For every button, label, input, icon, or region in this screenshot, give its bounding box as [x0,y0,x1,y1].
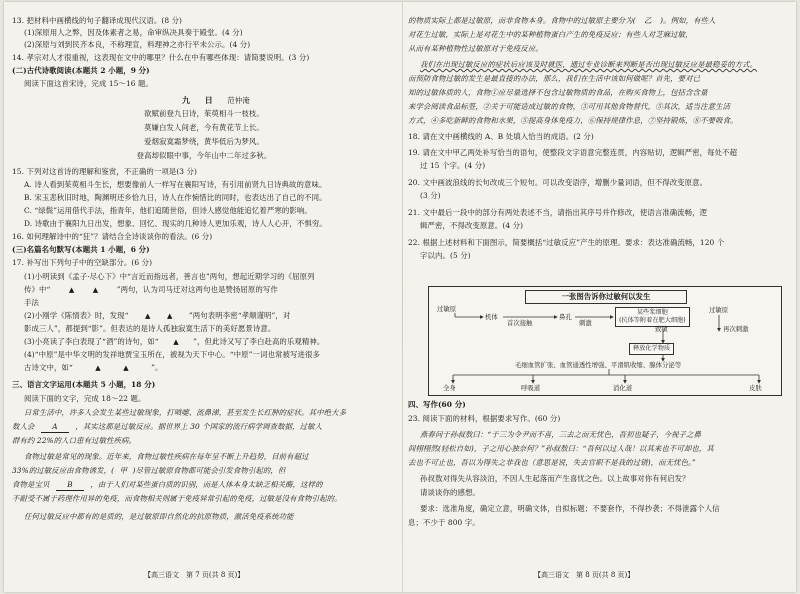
requirements-l2: 息；不少于 800 字。 [408,518,480,527]
passage-p2-l4: 不耐受不属于药理作用异的免疫，而食物相关则属于免疫异常引起的免疫，过敏是没有食物引起的。 [12,494,342,503]
blank-marker-4: ▲ [166,312,173,320]
q17-sub4-b-tail: ”。 [151,363,163,372]
passage-cont-l6: 知的过敏体质的人，食物①应尽量选择不包含过敏物质的食品，在购买食物上，包括含含量 [408,88,708,97]
prompt-l2: 请谈谈你的感想。 [420,488,480,497]
blank-marker-3: ▲ [145,312,151,320]
passage-p2-l5: 任何过敏反应中都有的是质的，是过敏原即自然化的抗原物质，激活免疫系统功能 [24,512,294,521]
node-sensitized: 致敏 [655,325,668,333]
q15-option-b: B. 宋玉悲秋旧时地，陶渊明还乡恰九日，诗人在作惋惜比的同时，也表达出了自己的不同。 [24,193,327,202]
q17-sub1-c: 手法 [24,298,39,307]
passage-p2-l1: 食物过敏是常见的现象。近年来，食物过敏性疾病在每年呈不断上升趋势，目前有超过 [24,452,309,461]
passage-cont-l8: 方式，④多吃新鲜的食物和水果，⑤提高身体免疫力，⑥保持规律作息，⑦坚持锻炼，⑧不要吸食。 [408,116,738,125]
passage-p1-l1: 日常生活中，许多人会发生某些过敏现象，打喷嚏、流鼻涕，甚至发生长红肿的症状。其中绝大多 [24,408,347,417]
flowchart-title: 一张图告诉你过敏何以发生 [525,290,687,304]
q17-sub2-a-wrap [24,311,396,321]
q13-stem: 13. 把材料中画横线的句子翻译成现代汉语。(8 分) [12,16,183,25]
section-dictation: (三)名篇名句默写(本题共 1 小题，6 分) [12,245,150,254]
node-ige-text: (抗体等附着在肥大细胞) [619,317,686,324]
poem-line-4: 登高却似眼中事，今年山中二年过多秋。 [136,151,272,160]
q17-sub2-a-tail: ”两句表明李密“孝顺谨明”，对 [188,311,291,320]
right-column [408,2,788,592]
blank-b: B [56,480,84,491]
node-whole-body: 全身 [443,384,456,392]
node-shoot: 鼻孔 [559,313,572,321]
q17-sub3-wrap [24,337,396,347]
node-again: 再次刺激 [723,325,749,333]
node-body: 机体 [485,313,498,321]
passage-p1-l2-tail: ，其实这都是过敏反应。据世界上 30 个国家的流行病学调查数据，过敏人 [75,422,323,431]
q17-sub4-b-wrap [24,363,396,373]
node-allergen-top: 过敏原 [437,305,457,313]
q23-stem: 23. 阅读下面的材料，根据要求写作。(60 分) [408,414,561,423]
blank-marker-7: ▲ [123,364,129,372]
prompt-l1: 孙叔敖对得失从容淡泊，不因人生起落而产生喜忧之色。以上故事对你有何启发？ [420,474,690,483]
q17-sub3-lead: (3)小亮读了李白表现了“酒”的诗句，如“ [24,337,159,346]
node-plasma-cells [615,307,690,327]
page-footer-right: 【高三语文 第 8 页(共 8 页)】 [534,571,635,579]
q20-stem-a: 20. 文中画波浪线的长句改成三个短句。可以改变语序，增删少量词语，但不得改变原意。 [408,178,708,187]
node-effects: 毛细血管扩张、血管通透性增强、平滑肌收缩、腺体分泌等 [515,361,682,369]
node-first-contact: 首次接触 [507,319,533,327]
poem-author: 范仲淹 [227,96,250,105]
page-footer-left: 【高三语文 第 7 页(共 8 页)】 [144,571,245,579]
node-mid-step: 刺激 [579,319,592,327]
poem-line-3: 爱烟寂寞霜梦绕，黄华低后为梦风。 [144,137,264,146]
blank-marker-2: ▲ [92,286,99,294]
poem-title: 九 日 [182,95,219,105]
passage-p2-l2 [12,466,396,476]
poem-line-2: 莫嫌白发人间老，今有黄花节上长。 [144,123,264,132]
q15-option-c: C. “绿鬓”运用借代手法，指青年，他们追随世俗，但诗人感觉他能追忆着严寒的影响。 [24,206,312,215]
passage-cont-l1 [408,16,788,26]
q18-stem: 18. 请在文中画横线的 A、B 处填入恰当的成语。(2 分) [408,132,594,141]
q22-stem-a: 22. 根据上述材料和下面图示，简要概括“过敏反应”产生的原理。要求：表达准确流畅，120 个 [408,238,725,247]
material-l1: 燕春问于孙叔敖曰：“于三为令尹而不喜，三去之而无忧色，吾初也疑子，今视子之鼻 [420,430,702,439]
poem-line-1: 欲赋前登九日诗，茱萸相斗一枝枝。 [144,109,264,118]
q17-sub1-a: (1)小明读到《孟子·尽心下》中“言近而指远者，善言也”两句，想起近期学习的《屈原列 [24,272,315,281]
left-column [12,2,396,592]
allergy-flowchart [428,286,782,396]
q17-sub2-b: 影成三人”，都提到“影”。但表达的是诗人孤独寂寞生活下的美好愿景诗意。 [24,324,276,333]
q14-stem: 14. 孝宗对人才很重视，这表现在文中的哪里？什么在中有哪些体现：请简要说明。(3 分) [12,53,310,62]
q15-option-d: D. 诗歌由于襄阳九日出发，想象、回忆、现实的几种诗人更加乐观，诗人人心开，不惧穷。 [24,219,327,228]
q15-stem: 15. 下列对这首诗的理解和鉴赏，不正确的一项是(3 分) [12,167,198,176]
blank-marker-1: ▲ [68,286,75,294]
passage-p1-l2-lead: 数人会 [12,422,35,431]
section-language: 三、语言文字运用(本题共 5 小题，18 分) [12,380,156,389]
q15-option-a: A. 诗人看到茱萸相斗生长，想要像前人一样写在襄阳写诗，有引用前贤九日诗典故的意味。 [24,180,327,189]
passage-cont-l5: 而预防食物过敏的发生是最直接的办法，那么，我们在生活中该如何做呢？首先，要对已 [408,74,701,83]
q21-stem-a: 21. 文中最后一段中的部分有两处表述不当，请指出其序号并作修改，使语言准确流畅，逻 [408,208,708,217]
material-l2: 间栩栩然(轻松自如)，子之用心独奈何？”孙叔敖曰：“吾何以过人哉！以其来也不可却也，其 [408,444,714,453]
passage-p1-l2 [12,422,396,433]
node-allergen-right: 过敏原 [709,306,729,314]
node-skin: 皮肤 [749,384,762,392]
q17-sub3-tail: ”，但此诗又写了李白赴高的乐观精神。 [193,337,325,346]
q13-sub1: (1)深原用人之弊，因及体素者之易，命审纵决具奏于殿堂。(4 分) [24,28,243,37]
blank-jia: 甲 [119,466,128,475]
passage-cont-l3: 从而有某种植物性过敏原对于免疫反应。 [408,44,543,53]
passage-p2-l3 [12,480,396,491]
q19-stem-a: 19. 请在文中甲乙两处补写恰当的语句，使整段文字语意完整连贯，内容贴切，逻辑严密，每处不超 [408,148,738,157]
node-release: 释放化学物质 [629,343,674,355]
passage-wavy-sentence: 我们在出现过敏反应的症状后应该及时就医，通过专业诊断来判断是否出现过敏反应是最稳妥的方式。 [420,60,758,69]
q17-sub1-b-lead: 传》中“ [24,285,51,294]
passage-cont-l2: 对花生过敏，实际上是对花生中的某种植物蛋白产生的免疫反应；有些人对芝麻过敏， [408,30,693,39]
q17-stem: 17. 补写出下列句子中的空缺部分。(6 分) [12,258,153,267]
q21-stem-b: 辑严密，不得改变原意。(4 分) [420,221,524,230]
q22-stem-b: 字以内。(5 分) [420,251,471,260]
section-poetry: (二)古代诗歌阅读(本题共 2 小题，9 分) [12,66,150,75]
q20-stem-b: (3 分) [420,191,441,200]
blank-marker-5: ▲ [173,338,179,346]
passage-p1-l3: 群有约 22%的人口患有过敏性疾病。 [12,436,137,445]
poem-title-wrap [182,95,396,106]
exam-sheet [4,2,796,592]
requirements-l1: 要求：选准角度，确定立意，明确文体，自拟标题；不要套作，不得抄袭；不得泄露个人信 [420,504,720,513]
blank-a: A [41,422,69,433]
passage-p2-l2-tail: )尽管过敏原食物都可能会引发食物引起的，但 [132,466,286,475]
node-digestive: 消化道 [613,384,633,392]
q17-sub1-b-tail: ”两句，认为司马迁对这两句也是赞扬屈原的写作 [116,285,278,294]
q17-sub4-a: (4)“中原”是中华文明的发祥地贾宝玉所在，被视为天下中心。“中原”一词也常被写进很多 [24,350,320,359]
passage-cont-l1-lead: 的物质实际上都是过敏原，而非食物本身。食物中的过敏原主要分为( [408,16,636,25]
section-writing: 四、写作(60 分) [408,400,466,409]
q17-sub2-a-lead: (2)小刚学《陈情表》时，发现“ [24,311,129,320]
blank-yi: 乙 [644,16,652,25]
q13-sub2: (2)深原与刘到民齐本良，不称理宣，料理神之亦行平未公示。(4 分) [24,40,251,49]
poetry-instruction: 阅读下面这首宋诗，完成 15～16 题。 [24,79,153,88]
q17-sub1-b-wrap [24,285,396,295]
passage-p2-l3-tail: ，由于人们对某些蛋白质的识别，而是人体本身太缺乏相关酶，这样的 [90,480,323,489]
q19-stem-b: 过 15 个字。(4 分) [420,161,486,170]
blank-marker-6: ▲ [95,364,101,372]
q17-sub4-b-lead: 古诗文中，如“ [24,363,73,372]
q16-stem: 16. 如何理解诗中的“狂”？请结合全诗谈谈你的看法。(6 分) [12,232,213,241]
page-fold [402,2,403,592]
node-plasma-cells-label: 某些浆细胞 [636,309,668,316]
node-respiratory: 呼吸道 [521,384,541,392]
passage-cont-l1-tail: )。例如，有些人 [660,16,716,25]
language-instruction: 阅读下面的文字，完成 18～22 题。 [24,394,146,403]
passage-p2-l2-lead: 33%的过敏反应由食物诱发，( [12,466,115,475]
passage-p2-l3-lead: 食物是宝贝 [12,480,50,489]
passage-cont-l7: 来学会阅读食品标签，②关于可能造成过敏的食物，③可用其他食物替代，⑤其次，适当注意生活 [408,102,731,111]
material-l3: 去也不可止也，吾以为得失之非我也（意思是说，失去官职不是我的过错)，而无忧色。” [408,458,696,467]
